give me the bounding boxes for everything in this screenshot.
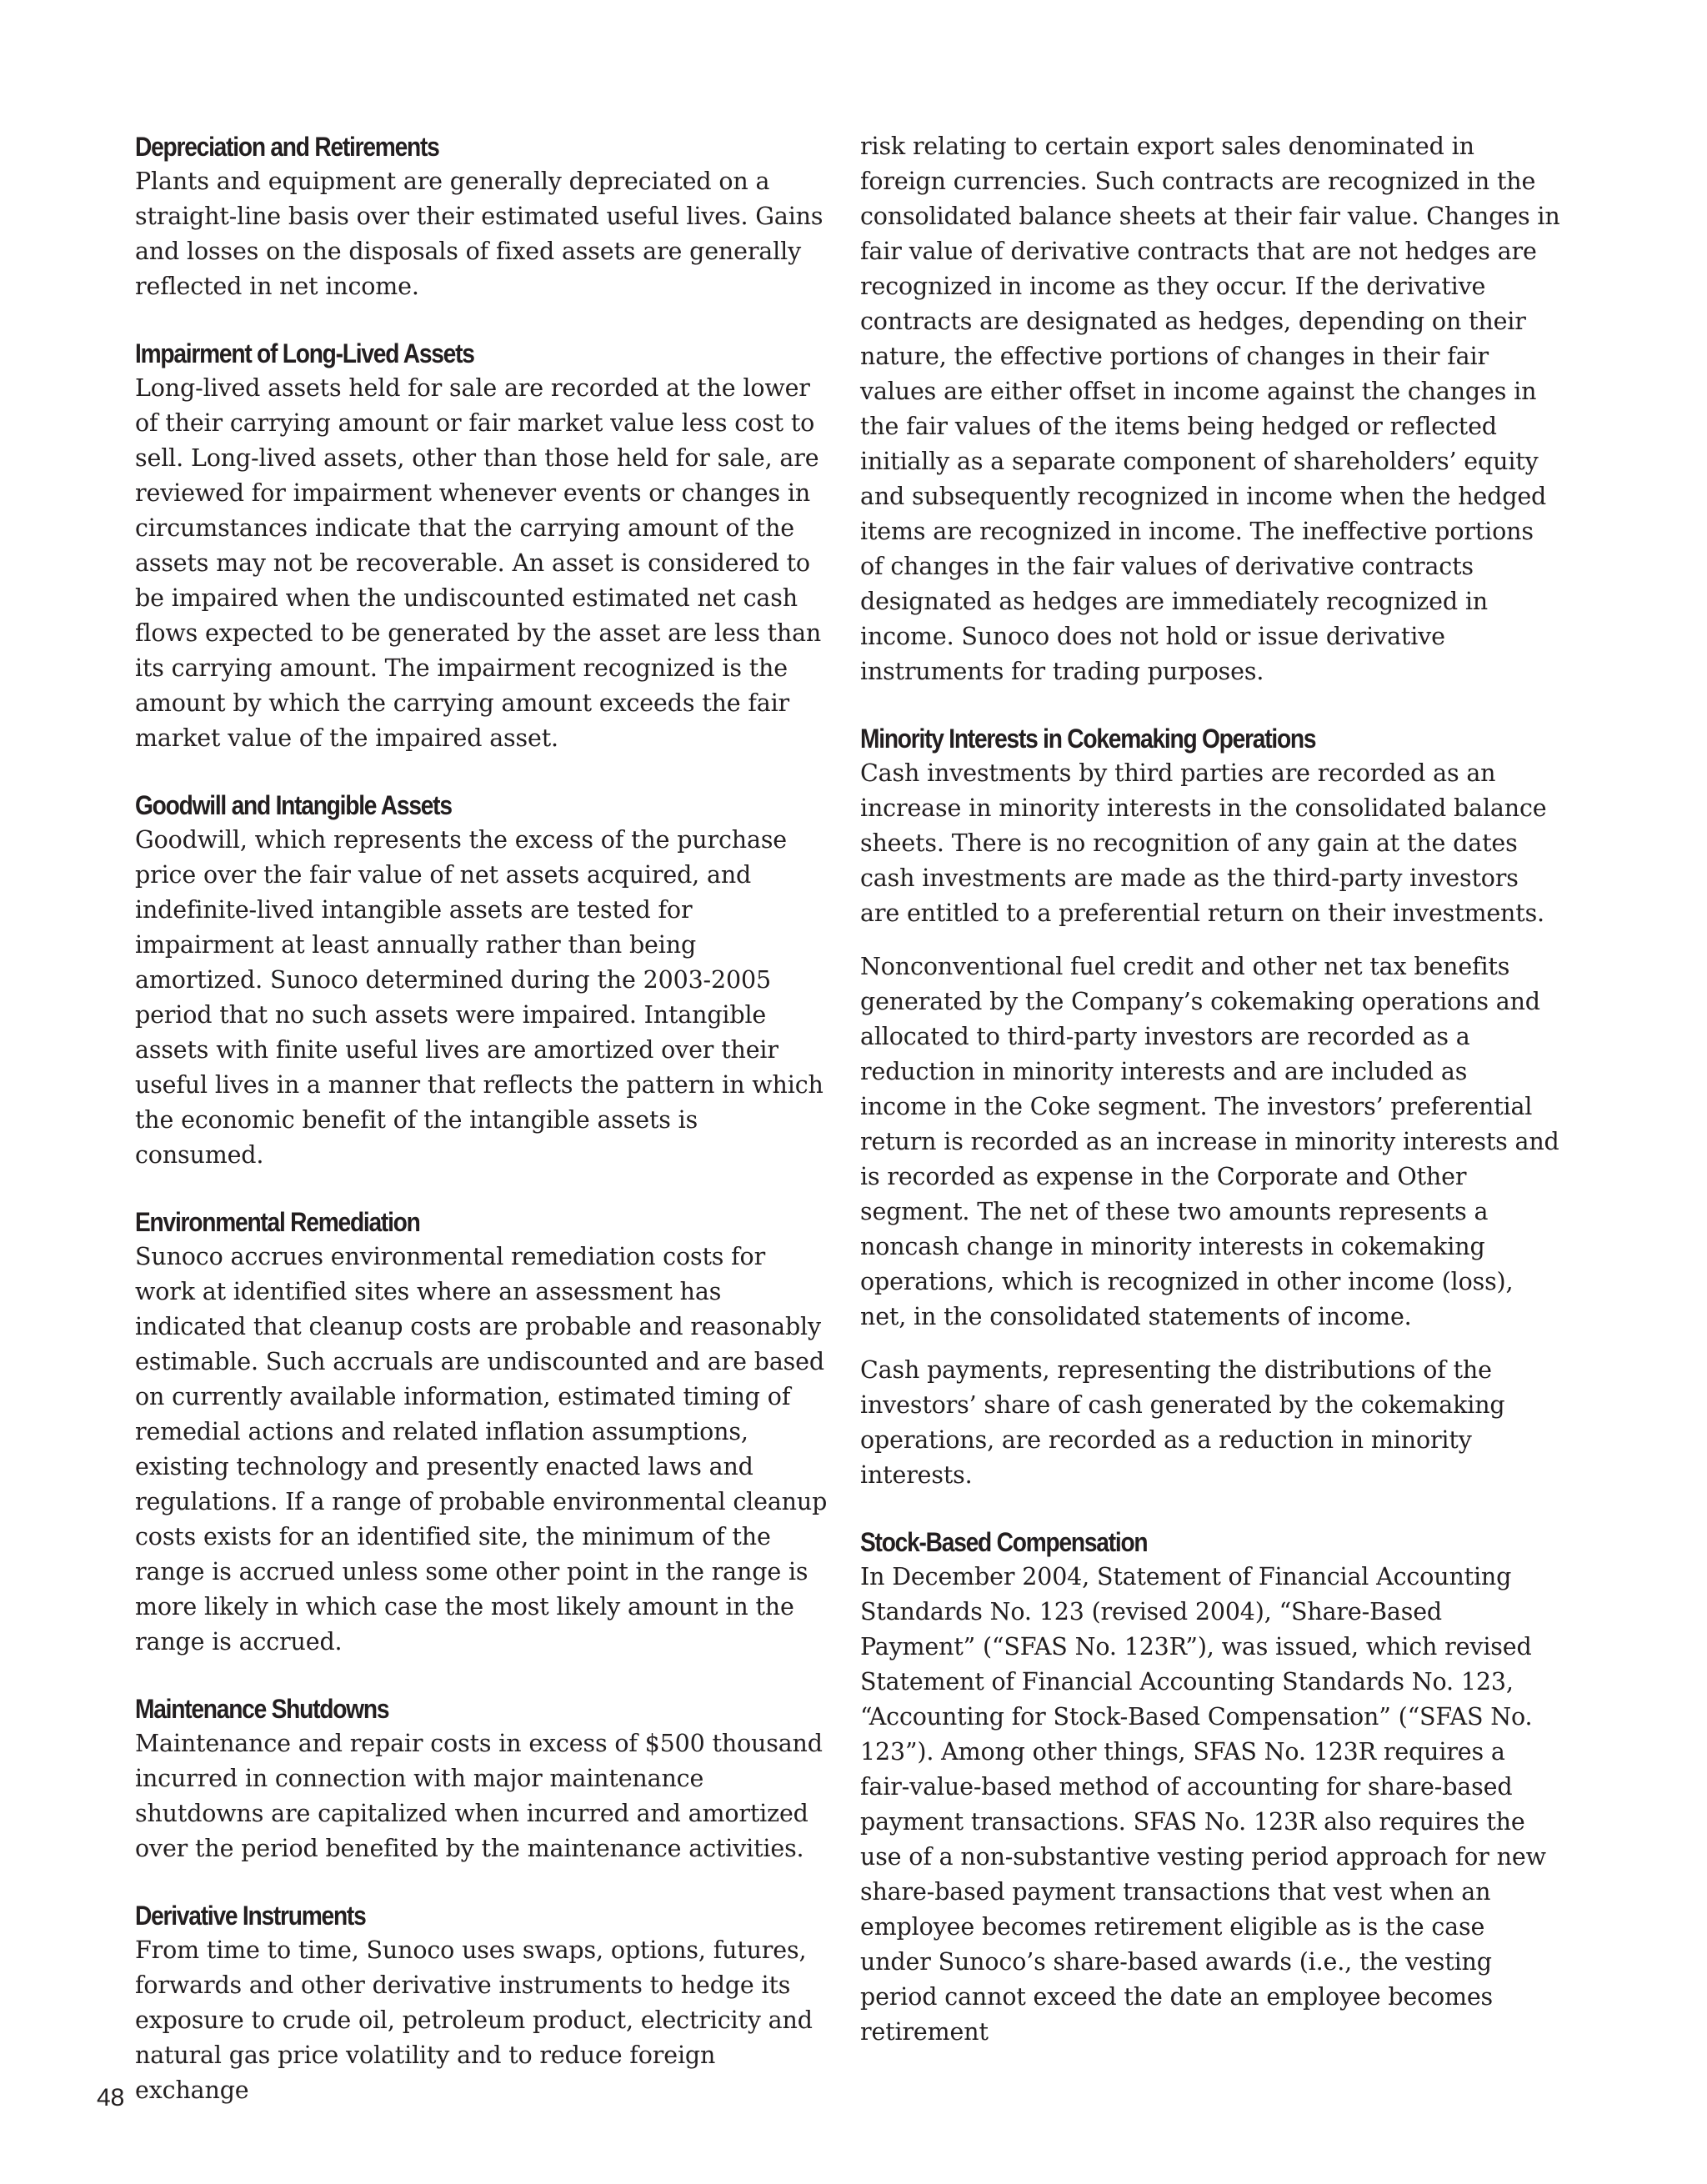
section-heading: Depreciation and Retirements <box>135 132 439 162</box>
section-paragraph: Nonconventional fuel credit and other net tax benefits generated by the Company’s cokemaking operations and allocated to third-party investors are recorded as a reduction in minority interests and are included as income in the Coke segment. The investors’ preferential return is recorded as an increase in minority interests and is recorded as expense in the Corporate and Other segment. The net of these two amounts represents a noncash change in minority interests in cokemaking operations, which is recognized in other income (loss), net, in the consolidated statements of income. <box>860 953 1559 1330</box>
section-body: Maintenance and repair costs in excess of $500 thousand incurred in connection with major maintenance shutdowns are capitalized when incurred and amortized over the period benefited by the maintenance activities. <box>135 1730 823 1862</box>
section-heading: Goodwill and Intangible Assets <box>135 790 452 820</box>
section-derivatives <box>135 1898 828 2108</box>
right-column <box>860 129 1560 2081</box>
section-heading: Environmental Remediation <box>135 1207 420 1237</box>
section-body: In December 2004, Statement of Financial Accounting Standards No. 123 (revised 2004), “Share-Based Payment” (“SFAS No. 123R”), was issued, which revised Statement of Financial Accounting Standards No. 123, “Accounting for Stock-Based Compensation” (“SFAS No. 123”). Among other things, SFAS No. 123R requires a fair-value-based method of accounting for share-based payment transactions. SFAS No. 123R also requires the use of a non-substantive vesting period approach for new share-based payment transactions that vest when an employee becomes retirement eligible as is the case under Sunoco’s share-based awards (i.e., the vesting period cannot exceed the date an employee becomes retirement <box>860 1563 1546 2046</box>
section-body: Goodwill, which represents the excess of the purchase price over the fair value of net assets acquired, and indefinite-lived intangible assets are tested for impairment at least annually rather than being amortized. Sunoco determined during the 2003-2005 period that no such assets were impaired. Intangible assets with finite useful lives are amortized over their useful lives in a manner that reflects the pattern in which the economic benefit of the intangible assets is consumed. <box>135 826 823 1169</box>
left-column <box>135 129 828 2140</box>
section-paragraph: Cash payments, representing the distributions of the investors’ share of cash generated by the cokemaking operations, are recorded as a reduction in minority interests. <box>860 1356 1505 1489</box>
section-body: risk relating to certain export sales denominated in foreign currencies. Such contracts are recognized in the consolidated balance sheets at their fair value. Changes in fair value of derivative contracts that are not hedges are recognized in income as they occur. If the derivative contracts are designated as hedges, depending on their nature, the effective portions of changes in their fair values are either offset in income against the changes in the fair values of the items being hedged or reflected initially as a separate component of shareholders’ equity and subsequently recognized in income when the hedged items are recognized in income. The ineffective portions of changes in the fair values of derivative contracts designated as hedges are immediately recognized in income. Sunoco does not hold or issue derivative instruments for trading purposes. <box>860 133 1560 685</box>
section-derivatives-continued <box>860 129 1560 689</box>
section-heading: Derivative Instruments <box>135 1901 366 1931</box>
section-heading: Impairment of Long-Lived Assets <box>135 338 474 368</box>
section-stock-compensation <box>860 1525 1560 2050</box>
section-minority-interests <box>860 721 1560 1493</box>
section-body: Plants and equipment are generally depreciated on a straight-line basis over their estimated useful lives. Gains and losses on the disposals of fixed assets are generally reflected in net income. <box>135 168 823 300</box>
section-impairment <box>135 336 828 756</box>
section-body: Long-lived assets held for sale are recorded at the lower of their carrying amount or fair market value less cost to sell. Long-lived assets, other than those held for sale, are reviewed for impairment whenever events or changes in circumstances indicate that the carrying amount of the assets may not be recoverable. An asset is considered to be impaired when the undiscounted estimated net cash flows expected to be generated by the asset are less than its carrying amount. The impairment recognized is the amount by which the carrying amount exceeds the fair market value of the impaired asset. <box>135 374 822 752</box>
section-depreciation <box>135 129 828 304</box>
section-goodwill <box>135 788 828 1173</box>
section-body: From time to time, Sunoco uses swaps, options, futures, forwards and other derivative instruments to hedge its exposure to crude oil, petroleum product, electricity and natural gas price volatility and to reduce foreign exchange <box>135 1936 813 2104</box>
section-heading: Maintenance Shutdowns <box>135 1694 389 1724</box>
section-environmental <box>135 1205 828 1660</box>
section-heading: Stock-Based Compensation <box>860 1527 1148 1557</box>
section-maintenance <box>135 1691 828 1866</box>
page-number: 48 <box>97 2084 125 2111</box>
section-body: Sunoco accrues environmental remediation costs for work at identified sites where an assessment has indicated that cleanup costs are probable and reasonably estimable. Such accruals are undiscounted and are based on currently available information, estimated timing of remedial actions and related inflation assumptions, existing technology and presently enacted laws and regulations. If a range of probable environmental cleanup costs exists for an identified site, the minimum of the range is accrued unless some other point in the range is more likely in which case the most likely amount in the range is accrued. <box>135 1243 828 1656</box>
section-paragraph: Cash investments by third parties are recorded as an increase in minority interests in the consolidated balance sheets. There is no recognition of any gain at the dates cash investments are made as the third-party investors are entitled to a preferential return on their investments. <box>860 759 1547 927</box>
section-heading: Minority Interests in Cokemaking Operations <box>860 724 1316 754</box>
